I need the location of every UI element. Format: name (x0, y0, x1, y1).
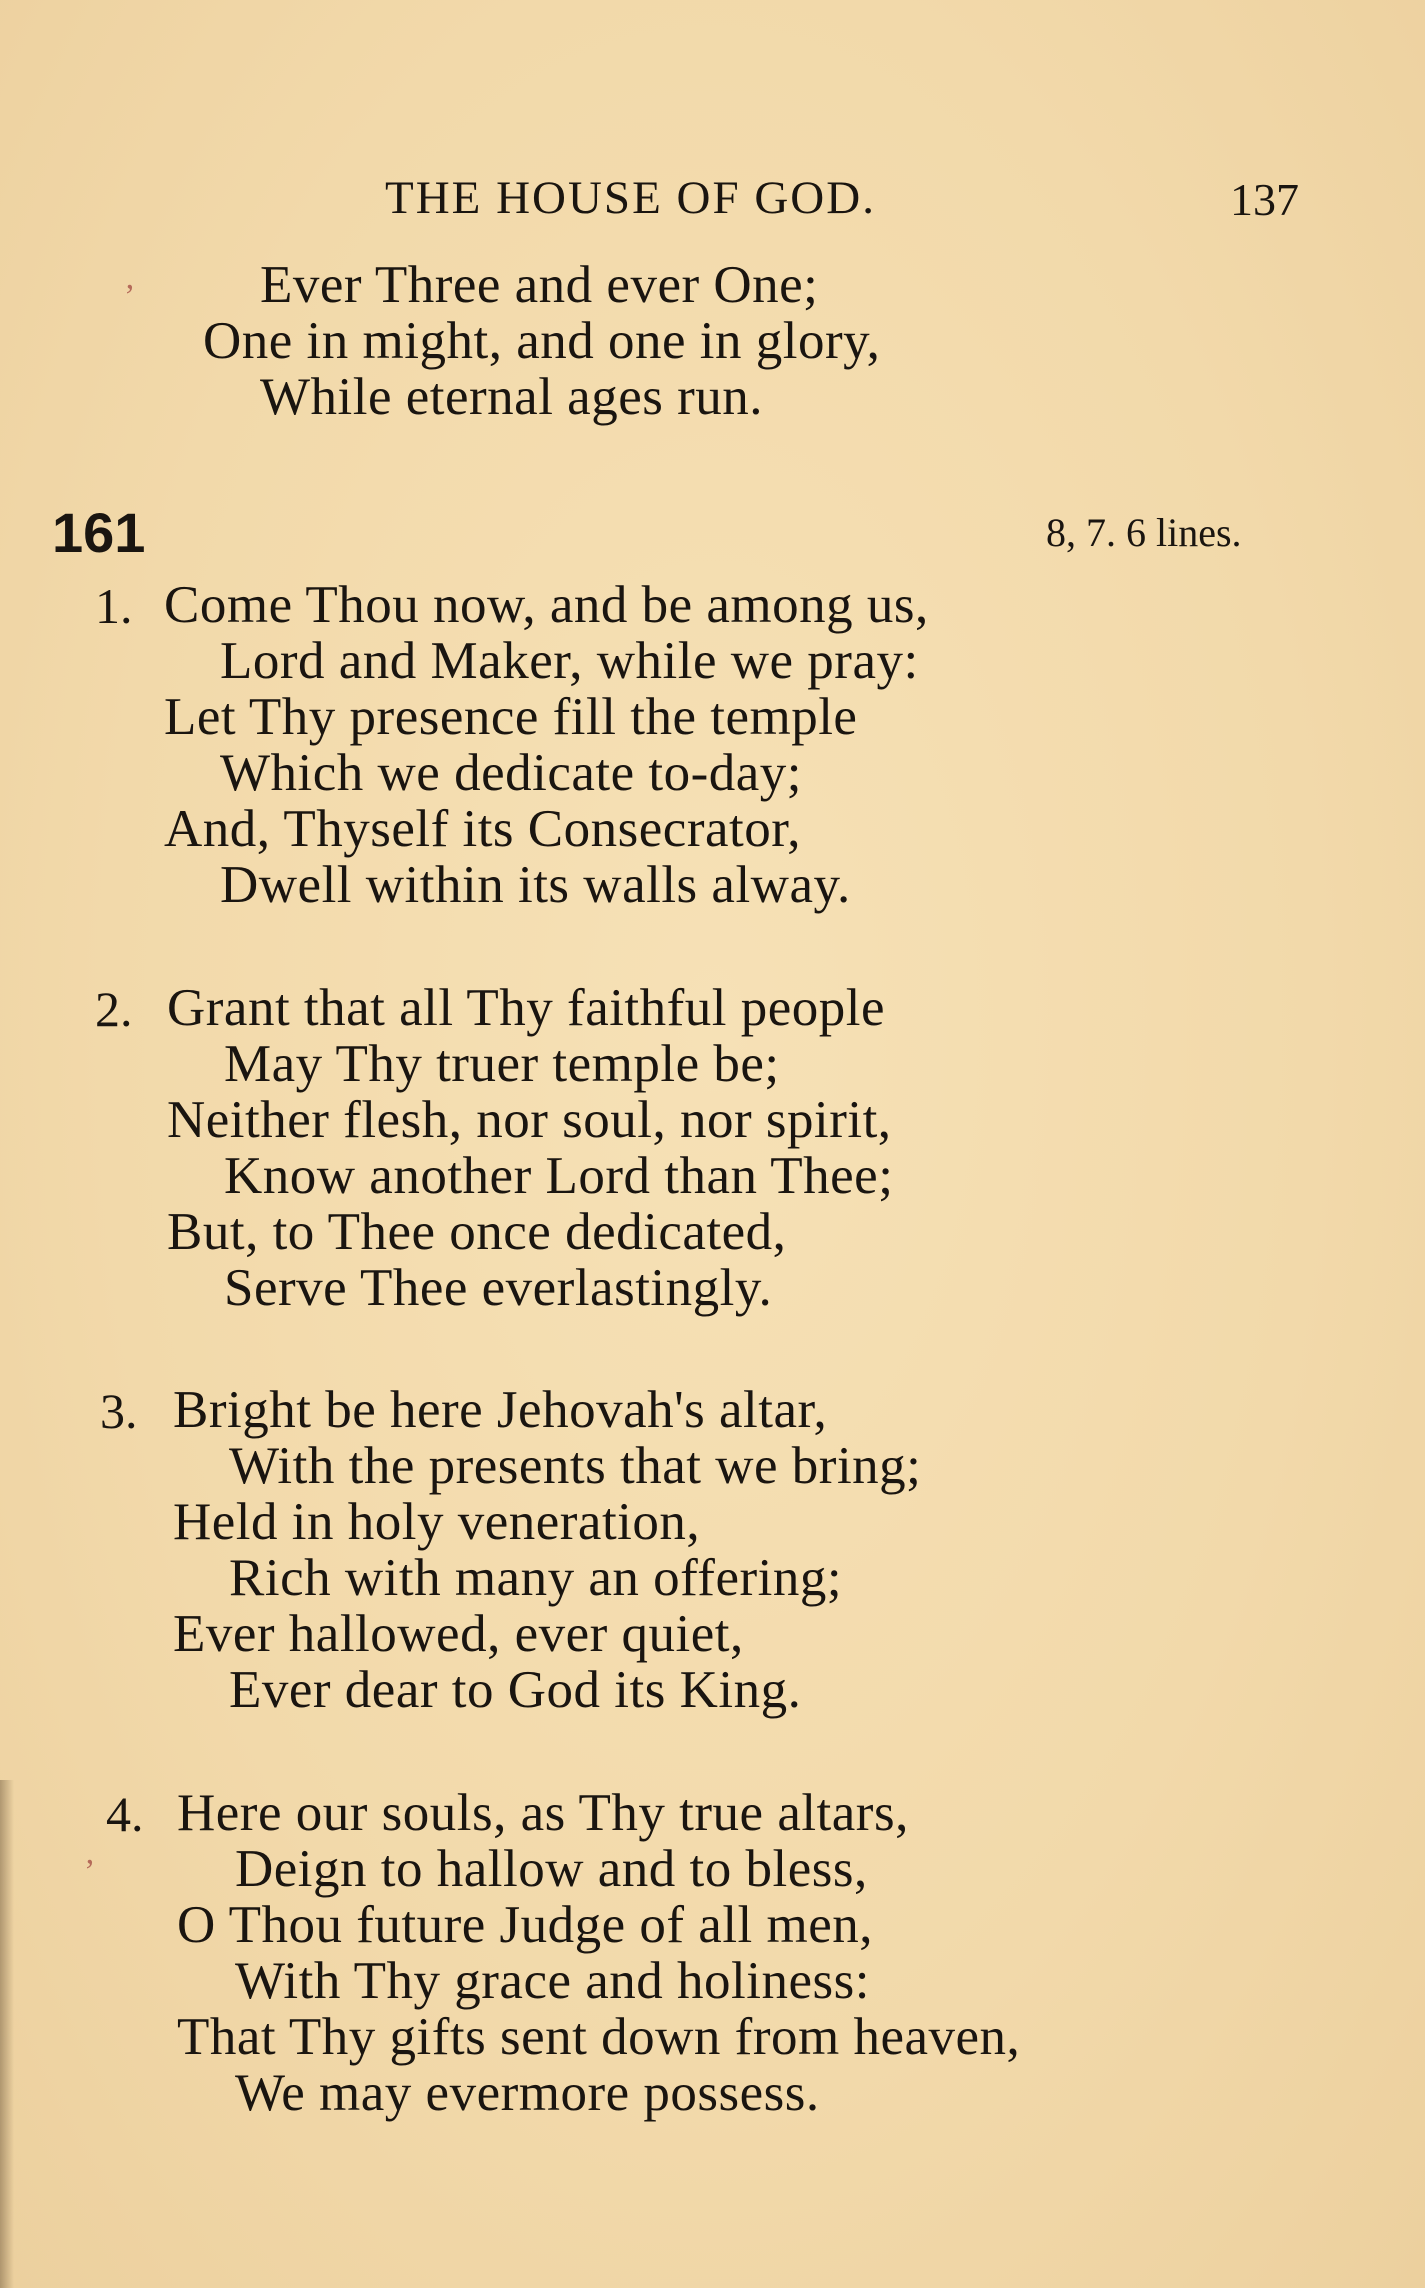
previous-hymn-line: One in might, and one in glory, (203, 312, 881, 370)
pencil-mark-icon: ’ (84, 1853, 96, 1890)
stanza-line: Neither flesh, nor soul, nor spirit, (167, 1091, 892, 1149)
stanza-line: Deign to hallow and to bless, (235, 1840, 868, 1898)
stanza-number: 2. (95, 981, 133, 1037)
stanza-line: Grant that all Thy faithful people (167, 979, 886, 1037)
stanza-line: Lord and Maker, while we pray: (220, 632, 919, 690)
stanza-line: Held in holy veneration, (173, 1493, 701, 1551)
stanza-line: Ever dear to God its King. (229, 1661, 802, 1719)
page-number: 137 (1230, 174, 1299, 225)
stanza-line: Here our souls, as Thy true altars, (177, 1784, 909, 1842)
stanza-line: Know another Lord than Thee; (224, 1147, 894, 1205)
stanza-line: O Thou future Judge of all men, (177, 1896, 874, 1954)
stanza-line: That Thy gifts sent down from heaven, (177, 2008, 1021, 2066)
stanza-line: Ever hallowed, ever quiet, (173, 1605, 744, 1663)
stanza-number: 3. (100, 1383, 138, 1439)
stanza-line: And, Thyself its Consecrator, (164, 800, 801, 858)
stanza-line: Serve Thee everlastingly. (224, 1259, 773, 1317)
stanza-number: 4. (106, 1786, 144, 1842)
stanza-line: Rich with many an offering; (229, 1549, 843, 1607)
running-title: THE HOUSE OF GOD. (385, 172, 876, 224)
stanza-line: Bright be here Jehovah's altar, (173, 1381, 828, 1439)
hymn-number: 161 (52, 501, 146, 564)
stanza-line: Which we dedicate to-day; (220, 744, 802, 802)
page-edge-shadow (0, 1780, 14, 2288)
stanza-line: Dwell within its walls alway. (220, 856, 851, 914)
stanza-line: May Thy truer temple be; (224, 1035, 780, 1093)
pencil-mark-icon: ’ (124, 278, 136, 315)
hymn-meter: 8, 7. 6 lines. (1046, 510, 1242, 555)
previous-hymn-line: Ever Three and ever One; (260, 256, 819, 314)
previous-hymn-line: While eternal ages run. (260, 368, 763, 426)
stanza-line: With the presents that we bring; (229, 1437, 922, 1495)
stanza-number: 1. (95, 578, 133, 634)
stanza-line: With Thy grace and holiness: (235, 1952, 870, 2010)
stanza-line: But, to Thee once dedicated, (167, 1203, 787, 1261)
stanza-line: Come Thou now, and be among us, (164, 576, 929, 634)
stanza-line: We may evermore possess. (235, 2064, 820, 2122)
stanza-line: Let Thy presence fill the temple (164, 688, 858, 746)
